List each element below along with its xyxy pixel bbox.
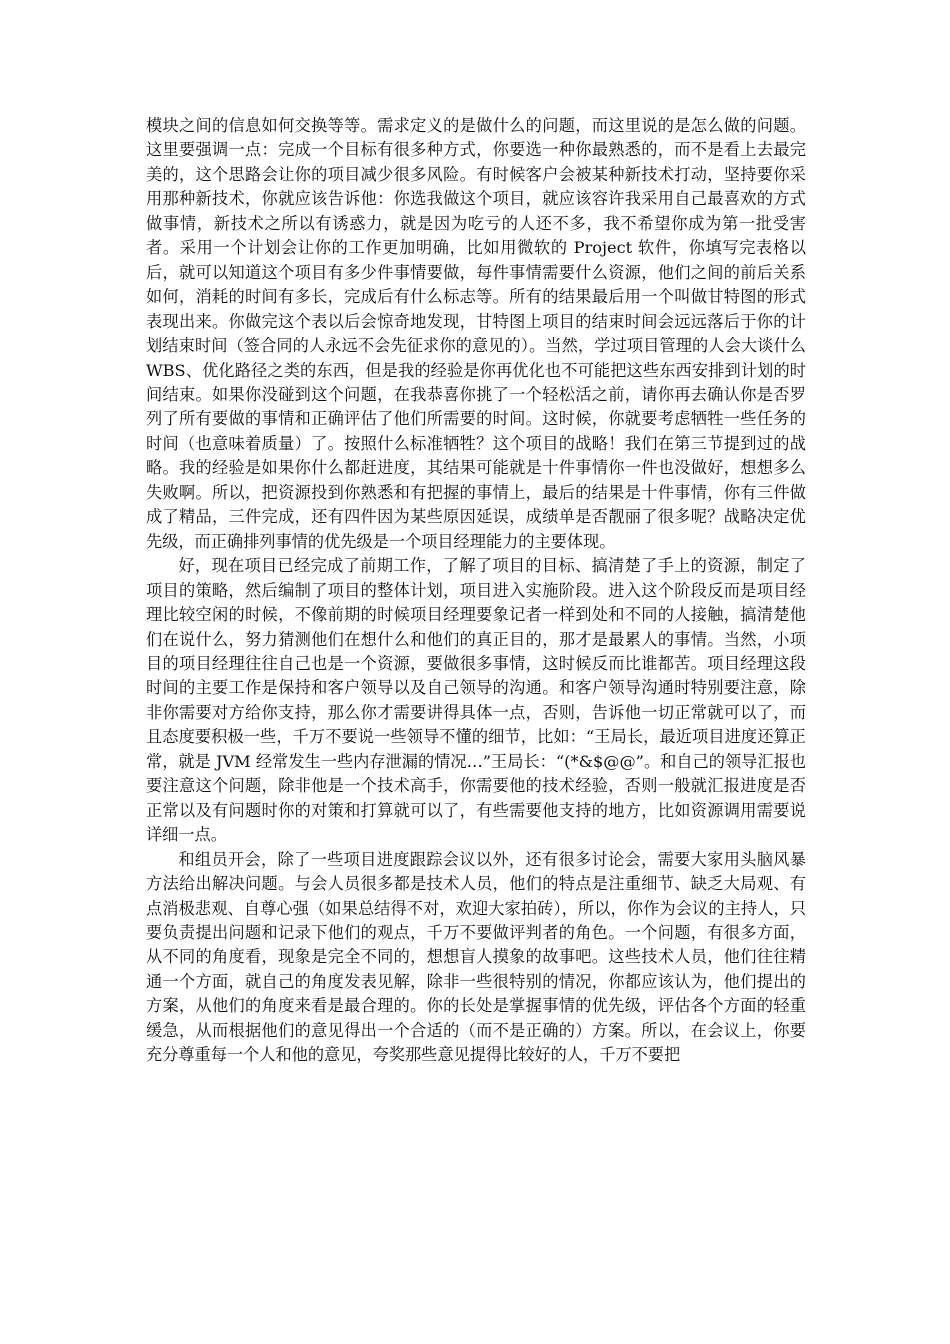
paragraph-team-meetings: 和组员开会，除了一些项目进度跟踪会议以外，还有很多讨论会，需要大家用头脑风暴方法给出解决问题。与会人员很多都是技术人员，他们的特点是注重细节、缺乏大局观、有点消极悲观、自尊心强（如果总结得不对，欢迎大家拍砖），所以，你作为会议的主持人，只要负责提出问题和记录下他们的观点，千万不要做评判者的角色。一个问题，有很多方面，从不同的角度看，现象是完全不同的，想想盲人摸象的故事吧。这些技术人员，他们往往精通一个方面，就自己的角度发表见解，除非一些很特别的情况，你都应该认为，他们提出的方案，从他们的角度来看是最合理的。你的长处是掌握事情的优先级，评估各个方面的轻重缓急，从而根据他们的意见得出一个合适的（而不是正确的）方案。所以，在会议上，你要充分尊重每一个人和他的意见，夸奖那些意见提得比较好的人，千万不要把 — [146, 849, 806, 1065]
paragraph-planning: 模块之间的信息如何交换等等。需求定义的是做什么的问题，而这里说的是怎么做的问题。这里要强调一点：完成一个目标有很多种方式，你要选一种你最熟悉的，而不是看上去最完美的，这个思路会让你的项目减少很多风险。有时候客户会被某种新技术打动，坚持要你采用那种新技术，你就应该告诉他：你选我做这个项目，就应该容许我采用自己最喜欢的方式做事情，新技术之所以有诱惑力，就是因为吃亏的人还不多，我不希望你成为第一批受害者。采用一个计划会让你的工作更加明确，比如用微软的 Project 软件，你填写完表格以后，就可以知道这个项目有多少件事情要做，每件事情需要什么资源，他们之间的前后关系如何，消耗的时间有多长，完成后有什么标志等。所有的结果最后用一个叫做甘特图的形式表现出来。你做完这个表以后会惊奇地发现，甘特图上项目的结束时间会远远落后于你的计划结束时间（签合同的人永远不会先征求你的意见的）。当然，学过项目管理的人会大谈什么 WBS、优化路径之类的东西，但是我的经验是你再优化也不可能把这些东西安排到计划的时间结束。如果你没碰到这个问题，在我恭喜你挑了一个轻松活之前，请你再去确认你是否罗列了所有要做的事情和正确评估了他们所需要的时间。这时候，你就要考虑牺牲一些任务的时间（也意味着质量）了。按照什么标准牺牲？这个项目的战略！我们在第三节提到过的战略。我的经验是如果你什么都赶进度，其结果可能就是十件事情你一件也没做好，想想多么失败啊。所以，把资源投到你熟悉和有把握的事情上，最后的结果是十件事情，你有三件做成了精品，三件完成，还有四件因为某些原因延误，成绩单是否靓丽了很多呢？战略决定优先级，而正确排列事情的优先级是一个项目经理能力的主要体现。 — [146, 116, 806, 551]
document-page — [146, 114, 806, 1068]
paragraph-implementation: 好，现在项目已经完成了前期工作，了解了项目的目标、搞清楚了手上的资源，制定了项目的策略，然后编制了项目的整体计划，项目进入实施阶段。进入这个阶段反而是项目经理比较空闲的时候，不像前期的时候项目经理要象记者一样到处和不同的人接触，搞清楚他们在说什么，努力猜测他们在想什么和他们的真正目的，那才是最累人的事情。当然，小项目的项目经理往往自己也是一个资源，要做很多事情，这时候反而比谁都苦。项目经理这段时间的主要工作是保持和客户领导以及自己领导的沟通。和客户领导沟通时特别要注意，除非你需要对方给你支持，那么你才需要讲得具体一点，否则，告诉他一切正常就可以了，而且态度要积极一些，千万不要说一些领导不懂的细节，比如：“王局长，最近项目进度还算正常，就是 JVM 经常发生一些内存泄漏的情况…”王局长：“(*&$@@”。和自己的领导汇报也要注意这个问题，除非他是一个技术高手，你需要他的技术经验，否则一般就汇报进度是否正常以及有问题时你的对策和打算就可以了，有些需要他支持的地方，比如资源调用需要说详细一点。 — [146, 556, 806, 845]
